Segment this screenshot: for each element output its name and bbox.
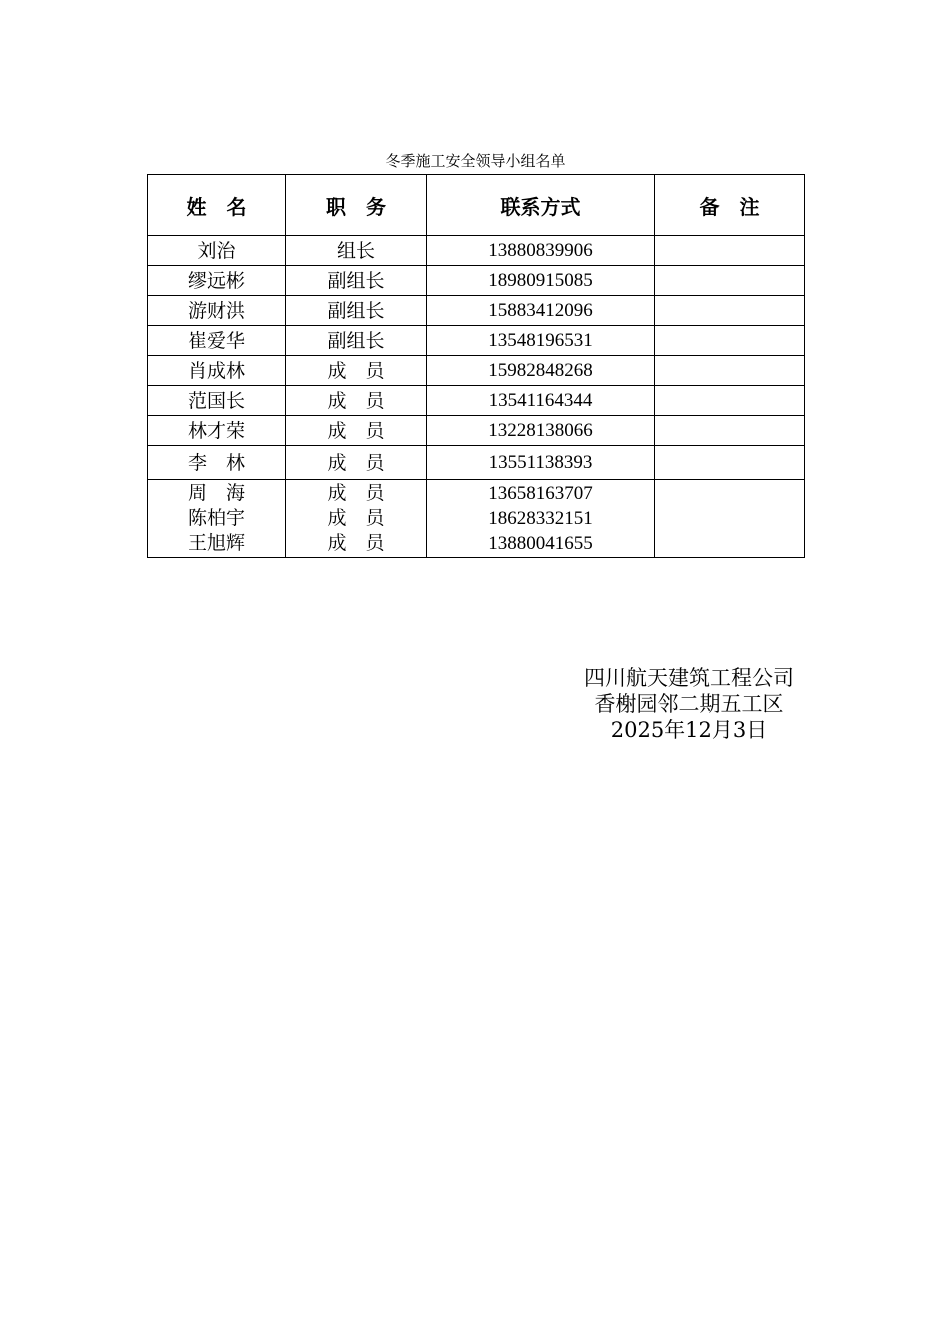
member-phone: 15982848268 bbox=[427, 356, 655, 386]
signature-block bbox=[560, 665, 818, 743]
table-row bbox=[148, 296, 805, 326]
table-row bbox=[148, 356, 805, 386]
member-role: 成 员 bbox=[327, 532, 385, 554]
member-note bbox=[655, 326, 805, 356]
member-phone: 13228138066 bbox=[427, 416, 655, 446]
header-name: 姓 名 bbox=[148, 175, 286, 236]
member-name: 范国长 bbox=[148, 386, 286, 416]
member-phone: 18980915085 bbox=[427, 266, 655, 296]
company-name: 四川航天建筑工程公司 bbox=[584, 666, 794, 690]
member-names-group bbox=[148, 480, 286, 558]
member-role: 成 员 bbox=[286, 386, 427, 416]
member-phone: 13658163707 bbox=[488, 483, 593, 504]
header-role: 职 务 bbox=[286, 175, 427, 236]
member-name: 王旭辉 bbox=[187, 532, 245, 554]
member-role: 成 员 bbox=[327, 507, 385, 529]
member-phone: 18628332151 bbox=[488, 508, 593, 529]
table-row bbox=[148, 326, 805, 356]
table-row bbox=[148, 416, 805, 446]
member-name: 游财洪 bbox=[148, 296, 286, 326]
member-phone: 13548196531 bbox=[427, 326, 655, 356]
member-note bbox=[655, 296, 805, 326]
member-note bbox=[655, 480, 805, 558]
member-role: 成 员 bbox=[327, 482, 385, 504]
member-roles-group bbox=[286, 480, 427, 558]
table-row bbox=[148, 236, 805, 266]
member-phone: 13880041655 bbox=[488, 533, 593, 554]
member-role: 组长 bbox=[286, 236, 427, 266]
header-contact: 联系方式 bbox=[427, 175, 655, 236]
member-name: 陈柏宇 bbox=[187, 507, 245, 529]
member-phone: 13541164344 bbox=[427, 386, 655, 416]
member-note bbox=[655, 236, 805, 266]
member-name: 周 海 bbox=[187, 482, 245, 504]
member-name: 缪远彬 bbox=[148, 266, 286, 296]
document-title: 冬季施工安全领导小组名单 bbox=[385, 152, 566, 170]
member-role: 成 员 bbox=[286, 416, 427, 446]
table-row-merged bbox=[148, 480, 805, 558]
leadership-roster-table bbox=[147, 174, 805, 558]
table-row bbox=[148, 386, 805, 416]
member-note bbox=[655, 266, 805, 296]
member-name: 李 林 bbox=[148, 446, 286, 480]
signature-date: 2025年12月3日 bbox=[610, 718, 768, 742]
table-header-row bbox=[148, 175, 805, 236]
table-row bbox=[148, 446, 805, 480]
member-role: 成 员 bbox=[286, 446, 427, 480]
member-role: 副组长 bbox=[286, 296, 427, 326]
member-role: 副组长 bbox=[286, 326, 427, 356]
member-phones-group bbox=[427, 480, 655, 558]
header-note: 备 注 bbox=[655, 175, 805, 236]
member-note bbox=[655, 416, 805, 446]
member-phone: 13551138393 bbox=[427, 446, 655, 480]
member-name: 林才荣 bbox=[148, 416, 286, 446]
member-note bbox=[655, 446, 805, 480]
member-name: 崔爱华 bbox=[148, 326, 286, 356]
site-name: 香榭园邻二期五工区 bbox=[594, 692, 784, 716]
member-name: 肖成林 bbox=[148, 356, 286, 386]
member-role: 副组长 bbox=[286, 266, 427, 296]
member-phone: 13880839906 bbox=[427, 236, 655, 266]
member-role: 成 员 bbox=[286, 356, 427, 386]
member-phone: 15883412096 bbox=[427, 296, 655, 326]
table-row bbox=[148, 266, 805, 296]
member-note bbox=[655, 356, 805, 386]
member-name: 刘治 bbox=[148, 236, 286, 266]
member-note bbox=[655, 386, 805, 416]
